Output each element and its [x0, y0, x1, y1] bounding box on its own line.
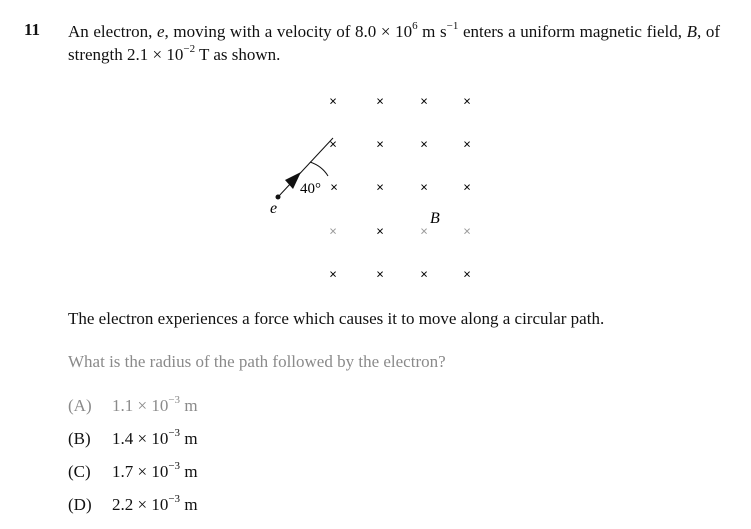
- option-c[interactable]: (C) $1.7 \times 10^{-3}$ m: [68, 460, 198, 481]
- angle-arc: [310, 162, 328, 176]
- field-cross: ×: [463, 179, 471, 195]
- field-cross: ×: [329, 223, 337, 239]
- field-cross: ×: [376, 136, 384, 152]
- option-label: (B): [68, 429, 91, 448]
- question-number: 11: [24, 20, 41, 39]
- field-cross: ×: [376, 223, 384, 239]
- prompt-text: What is the radius of the path followed by the electron?: [68, 352, 446, 371]
- field-cross: ×: [329, 93, 337, 109]
- field-cross: ×: [463, 93, 471, 109]
- option-b[interactable]: (B) $1.4 \times 10^{-3}$ m: [68, 427, 198, 448]
- field-label: B: [430, 210, 440, 227]
- field-cross: ×: [420, 266, 428, 282]
- option-label: (C): [68, 462, 91, 481]
- option-a[interactable]: (A) $1.1 \times 10^{-3}$ m: [68, 394, 198, 415]
- field-cross: ×: [376, 179, 384, 195]
- field-cross: ×: [420, 223, 428, 239]
- electron-dot: [276, 195, 281, 200]
- field-cross: ×: [420, 179, 428, 195]
- field-crosses: [329, 94, 471, 282]
- question-stem: An electron, e, moving with a velocity of $8.0 \times 10^6$ m $s^{-1}$ enters a uniform magnetic field, B, of strength $2.1 \times 10^{-2}$ T as shown.: [68, 20, 720, 64]
- field-cross: ×: [330, 179, 338, 195]
- option-label: (A): [68, 396, 92, 415]
- field-cross: ×: [376, 93, 384, 109]
- field-cross: ×: [463, 223, 471, 239]
- angle-label: 40°: [300, 181, 321, 197]
- field-cross: ×: [420, 136, 428, 152]
- field-cross: ×: [463, 136, 471, 152]
- statement-text: The electron experiences a force which causes it to move along a circular path.: [68, 309, 605, 328]
- electron-label: e: [270, 200, 278, 217]
- field-cross: ×: [420, 93, 428, 109]
- field-cross: ×: [376, 266, 384, 282]
- field-cross: ×: [329, 136, 337, 152]
- option-label: (D): [68, 495, 92, 514]
- option-d[interactable]: (D) $2.2 \times 10^{-3}$ m: [68, 493, 198, 514]
- field-cross: ×: [329, 266, 337, 282]
- field-cross: ×: [463, 266, 471, 282]
